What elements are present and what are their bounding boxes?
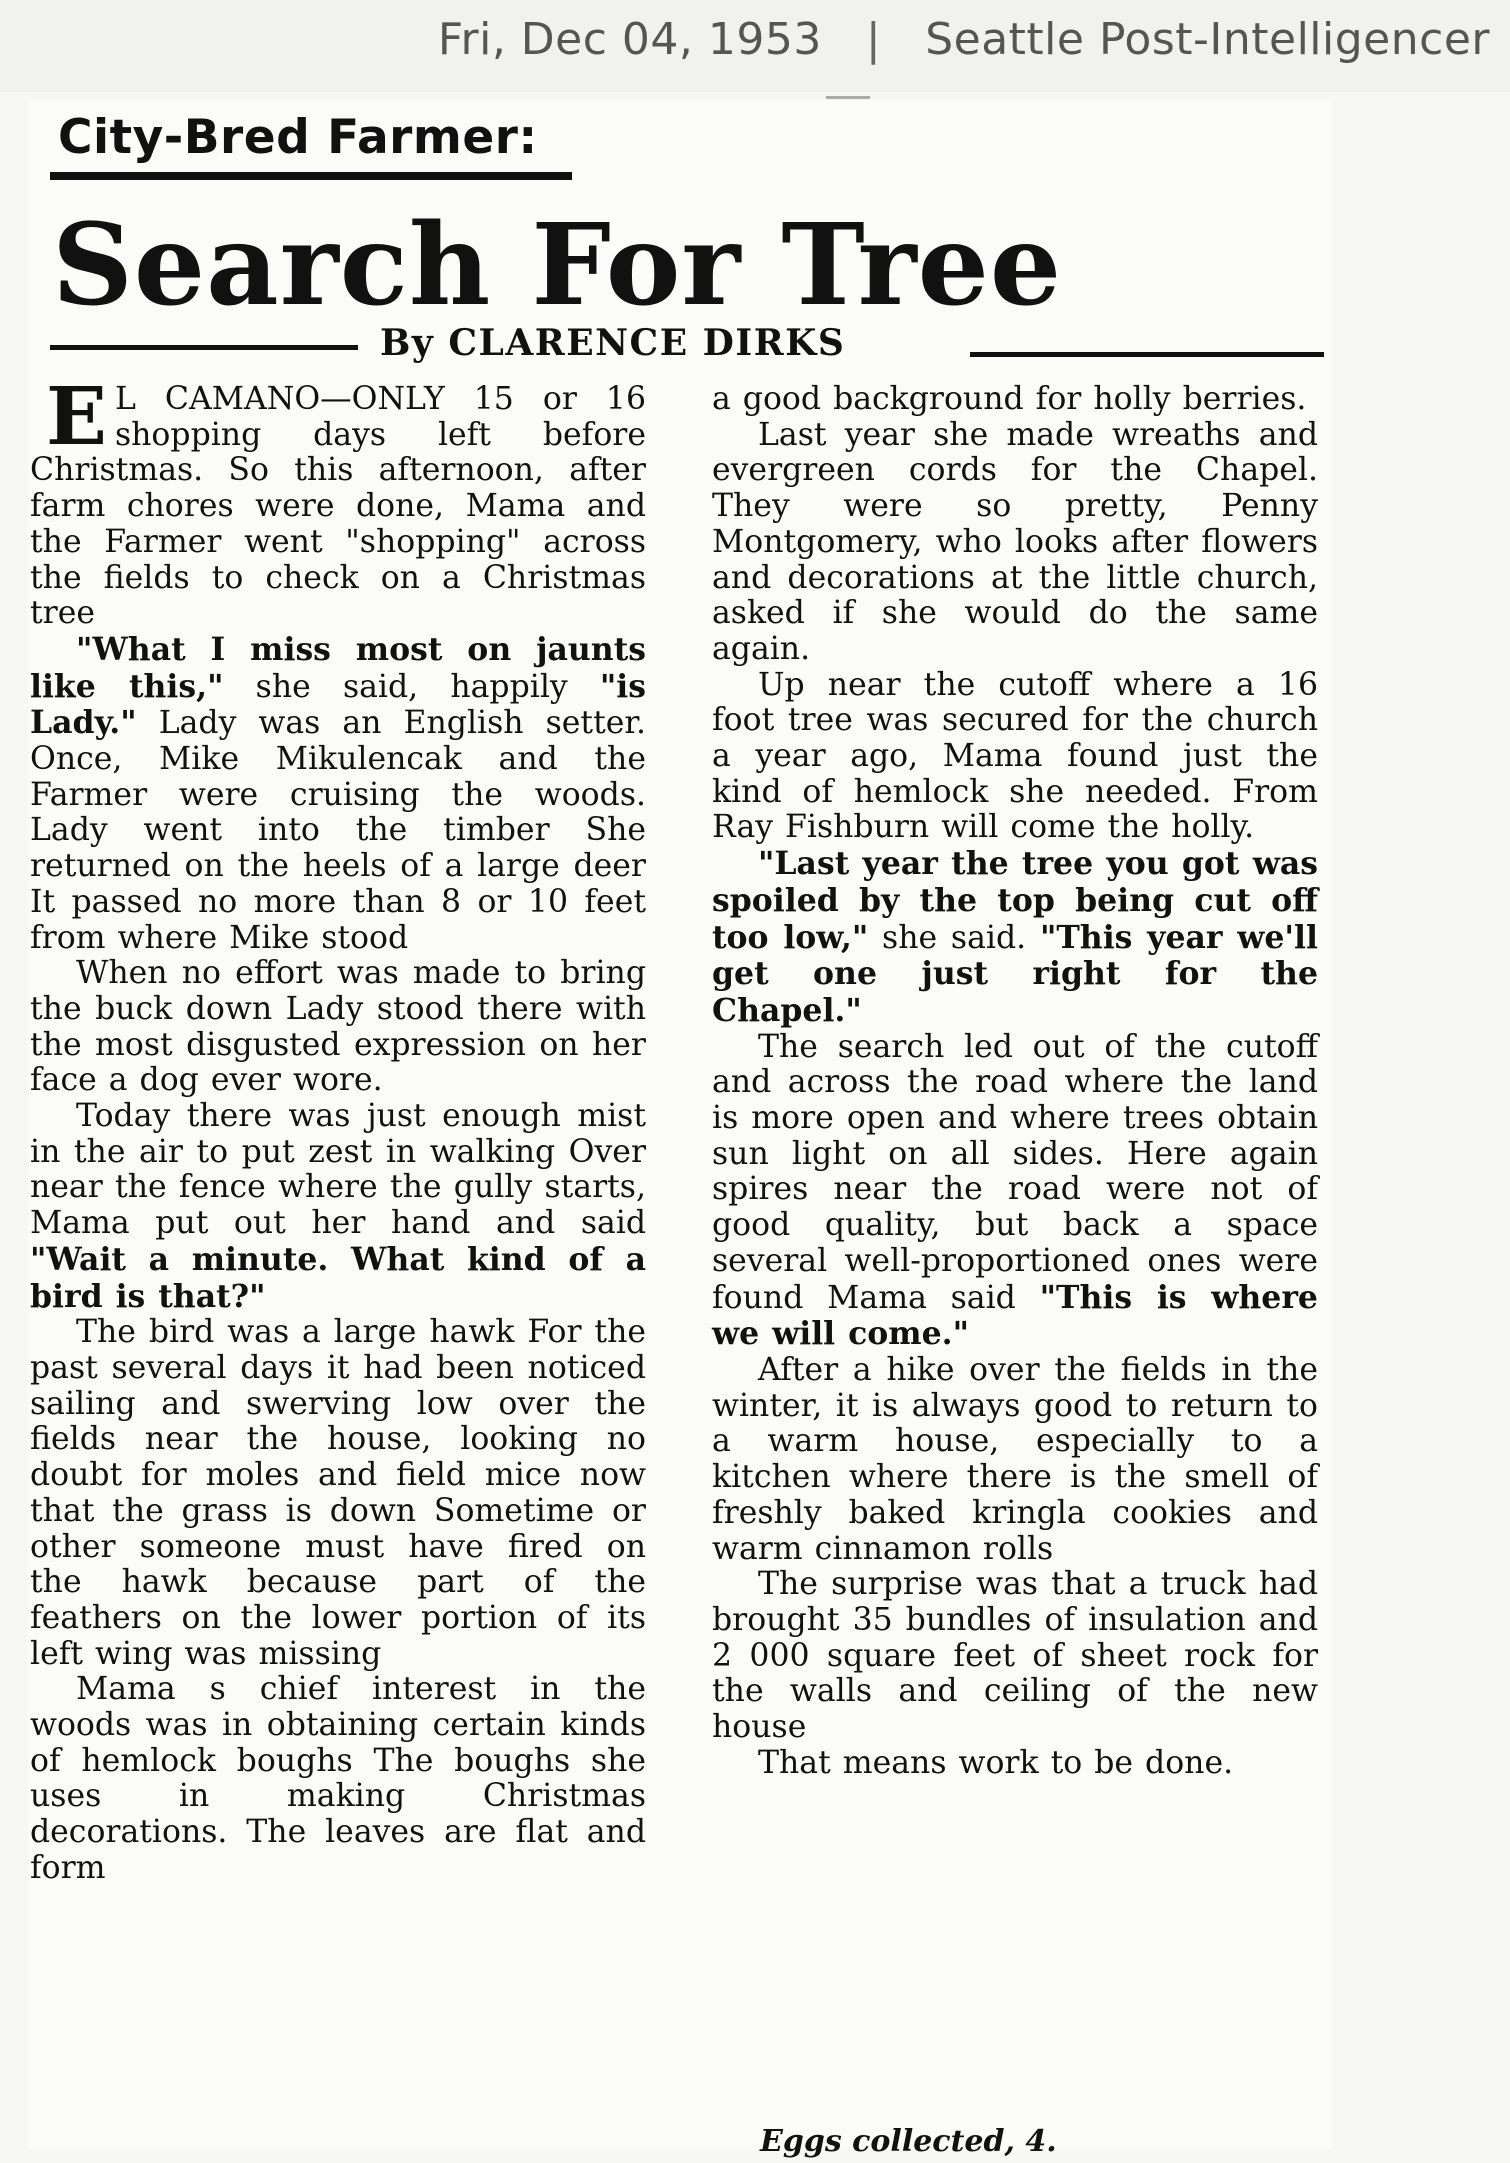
header-separator: | (865, 14, 882, 65)
paragraph: Last year she made wreaths and evergreen cords for the Chapel. They were so pretty, Penny Montgomery, who looks after flowers and decorations at the little church, asked if she would do the same again. (712, 416, 1318, 667)
paragraph: That means work to be done. (758, 1744, 1234, 1781)
byline-rule-right (970, 352, 1324, 357)
paragraph: a good background for holly berries. (712, 381, 1307, 417)
article-column-right (712, 382, 1318, 1781)
page-header (0, 0, 1510, 92)
paragraph: Mama s chief interest in the woods was in obtaining certain kinds of hemlock boughs The boughs she uses in making Christmas decorations. The leaves are flat and form (30, 1671, 646, 1886)
paragraph: After a hike over the fields in the winter, it is always good to return to a warm house, especially to a kitchen where there is the smell of freshly baked kringla cookies and warm cinnamon rolls (712, 1351, 1318, 1567)
paragraph: Up near the cutoff where a 16 foot tree was secured for the church a year ago, Mama found just the kind of hemlock she needed. From Ray Fishburn will come the holly. (712, 666, 1318, 846)
article-headline: Search For Tree (52, 200, 1063, 331)
kicker-underline (50, 172, 572, 180)
byline-rule-left (50, 345, 358, 350)
drop-cap: E (46, 369, 107, 463)
paragraph: E L CAMANO—ONLY 15 or 16 shopping days left before Christmas. So this afternoon, after farm chores were done, Mama and the Farmer went "shopping" across the fields to check on a Christmas tree (30, 369, 646, 632)
paragraph: Today there was just enough mist in the air to put zest in walking Over near the fence where the gully starts, Mama put out her hand and said "Wait a minute. What kind of a bird is that?" (30, 1098, 646, 1315)
article-kicker: City-Bred Farmer: (58, 110, 538, 165)
publication-date: Fri, Dec 04, 1953 (437, 14, 822, 65)
paragraph: When no effort was made to bring the buck down Lady stood there with the most disgusted expression on her face a dog ever wore. (30, 955, 646, 1099)
paragraph: "Last year the tree you got was spoiled by the top being cut off too low," she said. "This year we'll get one just right for the Chapel." (712, 845, 1318, 1029)
article-column-left (30, 369, 647, 1887)
publication-name: Seattle Post-Intelligencer (925, 14, 1490, 65)
paragraph: The bird was a large hawk For the past several days it had been noticed sailing and swerving low over the fields near the house, looking no doubt for moles and field mice now that the grass is down Sometime or other someone must have fired on the hawk because part of the feathers on the lower portion of its left wing was missing (30, 1314, 646, 1672)
article-byline: By CLARENCE DIRKS (380, 322, 846, 364)
header-citation (438, 14, 1490, 65)
header-tick (826, 96, 870, 99)
paragraph: "What I miss most on jaunts like this," she said, happily "is Lady." Lady was an English setter. Once, Mike Mikulencak and the Farmer were cruising the woods. Lady went into the timber She returned on the heels of a large deer It passed no more than 8 or 10 feet from where Mike stood (30, 630, 647, 956)
paragraph: The search led out of the cutoff and across the road where the land is more open and where trees obtain sun light on all sides. Here again spires near the road were not of good quality, but back a space several well-proportioned ones were found Mama said "This is where we will come." (712, 1028, 1318, 1353)
paragraph: The surprise was that a truck had brought 35 bundles of insulation and 2 000 square feet of sheet rock for the walls and ceiling of the new house (712, 1566, 1318, 1746)
article-footer-note: Eggs collected, 4. (760, 2124, 1057, 2159)
byline-row (50, 322, 1324, 372)
